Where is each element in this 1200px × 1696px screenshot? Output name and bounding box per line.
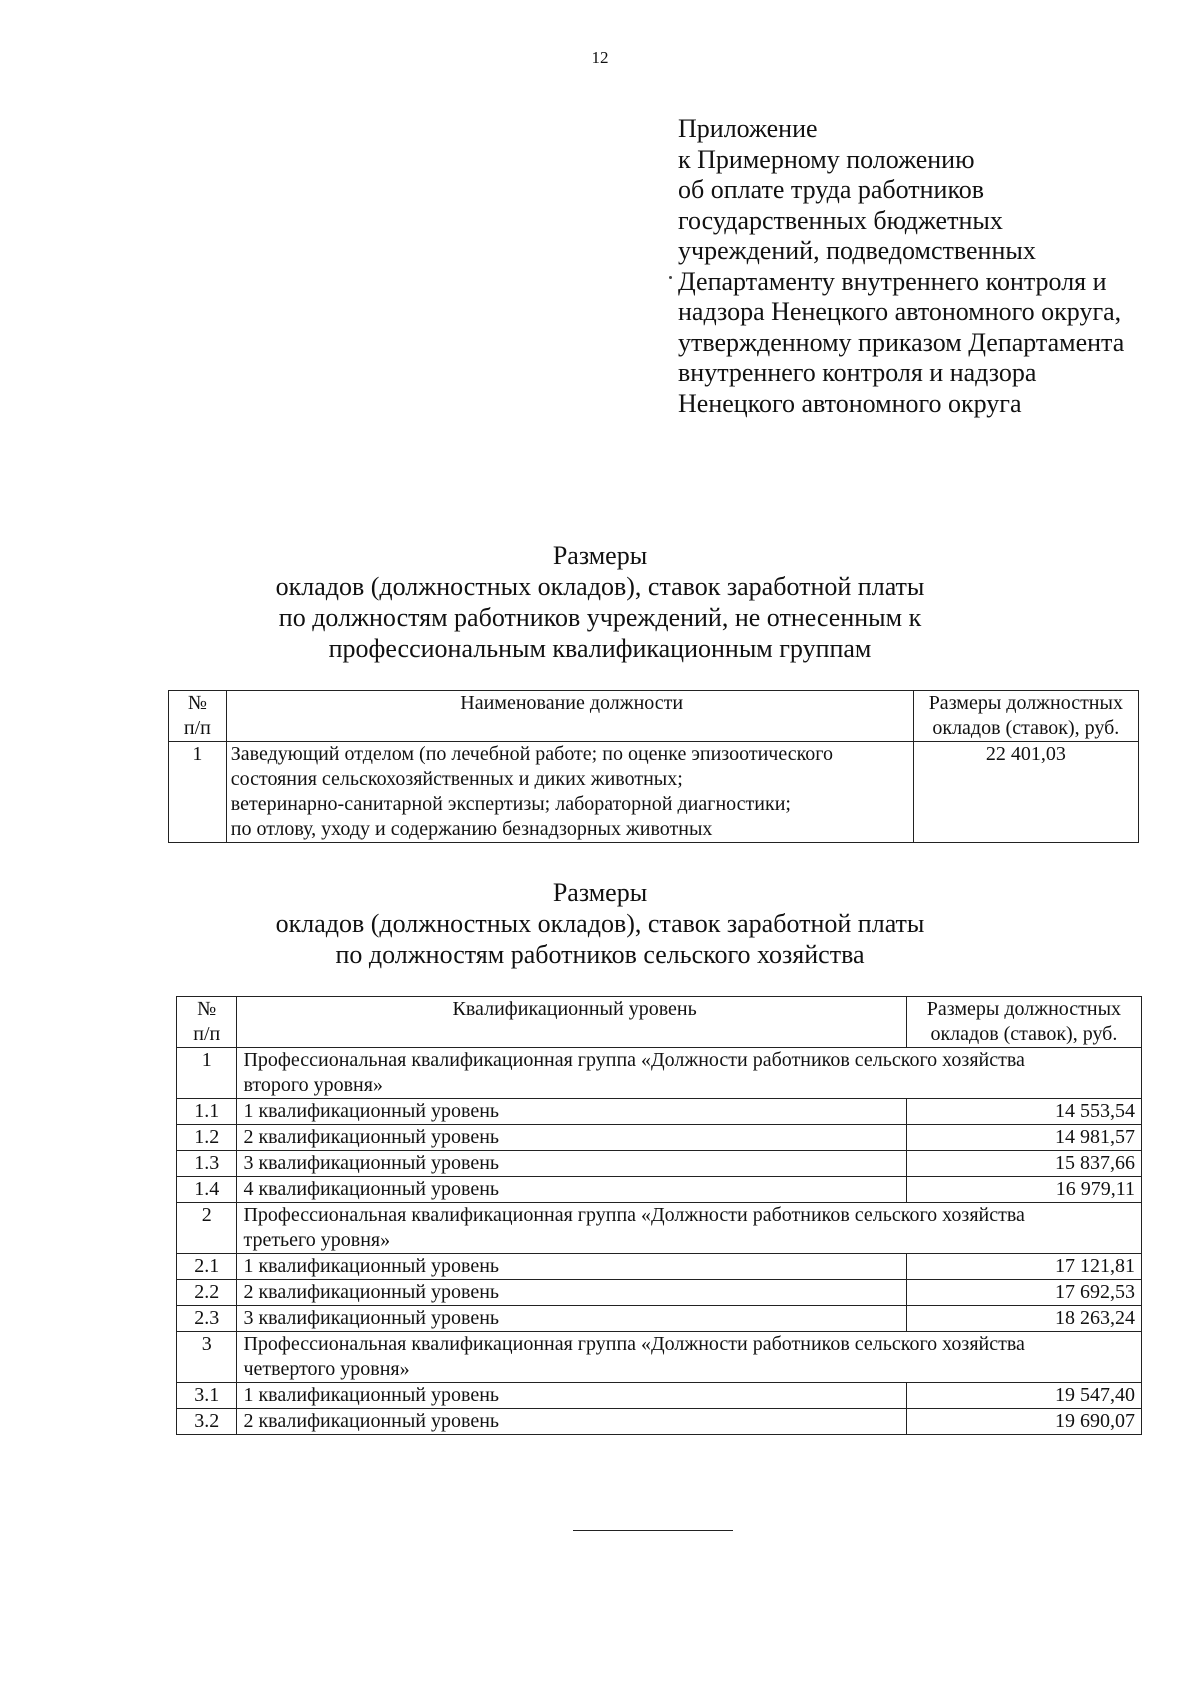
level-num: 2.3: [177, 1306, 237, 1332]
group-title: [237, 1048, 1142, 1099]
level-salary: 18 263,24: [906, 1306, 1141, 1332]
level-name: 1 квалификационный уровень: [237, 1383, 906, 1409]
level-num: 2.1: [177, 1254, 237, 1280]
agriculture-salary-table: [176, 996, 1142, 1435]
position-name-line: состояния сельскохозяйственных и диких животных;: [230, 768, 683, 790]
header-salary: [906, 997, 1141, 1048]
positions-salary-table: [168, 690, 1139, 843]
group-title: [237, 1203, 1142, 1254]
level-salary: 19 547,40: [906, 1383, 1141, 1409]
group-title-line: Профессиональная квалификационная группа «Должности работников сельского хозяйства: [243, 1049, 1025, 1071]
appendix-line: учреждений, подведомственных: [678, 236, 1036, 265]
header-num-line2: п/п: [183, 717, 211, 739]
level-num: 1.4: [177, 1177, 237, 1203]
appendix-line: Департаменту внутреннего контроля и: [678, 266, 1107, 296]
level-name: 2 квалификационный уровень: [237, 1280, 906, 1306]
section1-title-line: окладов (должностных окладов), ставок заработной платы: [275, 572, 925, 601]
level-salary: 14 553,54: [906, 1099, 1141, 1125]
table-row: [177, 1151, 1142, 1177]
header-salary-line2: окладов (ставок), руб.: [932, 717, 1120, 739]
table-row: [177, 1125, 1142, 1151]
appendix-line: об оплате труда работников: [678, 175, 985, 204]
header-num-line1: №: [197, 998, 217, 1020]
appendix-line: надзора Ненецкого автономного округа,: [678, 297, 1122, 326]
level-name: 1 квалификационный уровень: [237, 1099, 906, 1125]
appendix-line: к Примерному положению: [678, 144, 975, 174]
level-salary: 17 692,53: [906, 1280, 1141, 1306]
level-salary: 16 979,11: [906, 1177, 1141, 1203]
appendix-line: внутреннего контроля и надзора: [678, 358, 1037, 387]
level-num: 3.1: [177, 1383, 237, 1409]
group-row: [177, 1203, 1142, 1254]
header-salary: [913, 691, 1138, 742]
table-row: [177, 1409, 1142, 1435]
group-num: 3: [177, 1332, 237, 1383]
table-row: [177, 1280, 1142, 1306]
level-num: 2.2: [177, 1280, 237, 1306]
group-title-line: второго уровня»: [243, 1074, 383, 1096]
end-of-document-rule: [573, 1530, 733, 1531]
header-salary-line1: Размеры должностных: [926, 998, 1122, 1020]
header-num: [177, 997, 237, 1048]
header-position-name: Наименование должности: [226, 691, 913, 742]
level-name: 4 квалификационный уровень: [237, 1177, 906, 1203]
level-name: 2 квалификационный уровень: [237, 1125, 906, 1151]
level-salary: 17 121,81: [906, 1254, 1141, 1280]
header-qualification-level: Квалификационный уровень: [237, 997, 906, 1048]
section1-title-line: профессиональным квалификационным группам: [328, 634, 872, 663]
group-row: [177, 1048, 1142, 1099]
appendix-line: Приложение: [678, 114, 818, 143]
appendix-line: утвержденному приказом Департамента: [678, 327, 1125, 357]
header-num-line1: №: [187, 692, 207, 714]
group-row: [177, 1332, 1142, 1383]
header-num: [169, 691, 227, 742]
group-num: 2: [177, 1203, 237, 1254]
position-name-line: Заведующий отделом (по лечебной работе; по оценке эпизоотического: [230, 743, 833, 765]
position-name-line: по отлову, уходу и содержанию безнадзорных животных: [230, 818, 713, 840]
position-name-line: ветеринарно-санитарной экспертизы; лабораторной диагностики;: [230, 793, 791, 815]
level-name: 3 квалификационный уровень: [237, 1151, 906, 1177]
group-title-line: Профессиональная квалификационная группа «Должности работников сельского хозяйства: [243, 1333, 1025, 1355]
group-title-line: Профессиональная квалификационная группа «Должности работников сельского хозяйства: [243, 1204, 1025, 1226]
level-num: 1.3: [177, 1151, 237, 1177]
level-salary: 19 690,07: [906, 1409, 1141, 1435]
group-title-line: четвертого уровня»: [243, 1358, 410, 1380]
level-num: 3.2: [177, 1409, 237, 1435]
appendix-header: [678, 114, 1178, 419]
appendix-line: государственных бюджетных: [678, 205, 1003, 235]
level-num: 1.2: [177, 1125, 237, 1151]
header-salary-line2: окладов (ставок), руб.: [930, 1023, 1118, 1045]
level-num: 1.1: [177, 1099, 237, 1125]
table-row: [177, 1306, 1142, 1332]
section2-title: [0, 877, 1200, 970]
table-row: [177, 1383, 1142, 1409]
table-header-row: [169, 691, 1139, 742]
level-salary: 15 837,66: [906, 1151, 1141, 1177]
row-num: 1: [169, 742, 227, 843]
header-num-line2: п/п: [193, 1023, 221, 1045]
header-salary-line1: Размеры должностных: [928, 692, 1123, 714]
appendix-line: Ненецкого автономного округа: [678, 388, 1022, 418]
row-salary: 22 401,03: [913, 742, 1138, 843]
table-row: [177, 1099, 1142, 1125]
level-name: 2 квалификационный уровень: [237, 1409, 906, 1435]
level-name: 3 квалификационный уровень: [237, 1306, 906, 1332]
level-salary: 14 981,57: [906, 1125, 1141, 1151]
table-row: [177, 1177, 1142, 1203]
section1-title-line: Размеры: [552, 541, 648, 570]
row-position-name: [226, 742, 913, 843]
table-row: [177, 1254, 1142, 1280]
level-name: 1 квалификационный уровень: [237, 1254, 906, 1280]
section2-title-line: окладов (должностных окладов), ставок заработной платы: [275, 909, 925, 938]
section1-title-line: по должностям работников учреждений, не отнесенным к: [278, 603, 922, 632]
table-header-row: [177, 997, 1142, 1048]
section2-title-line: по должностям работников сельского хозяйства: [335, 940, 865, 969]
section1-title: [0, 540, 1200, 664]
group-title: [237, 1332, 1142, 1383]
table-row: [169, 742, 1139, 843]
scan-artifact-dot: [669, 276, 672, 279]
page-number: 12: [591, 48, 609, 67]
section2-title-line: Размеры: [552, 878, 648, 907]
group-num: 1: [177, 1048, 237, 1099]
group-title-line: третьего уровня»: [243, 1229, 391, 1251]
